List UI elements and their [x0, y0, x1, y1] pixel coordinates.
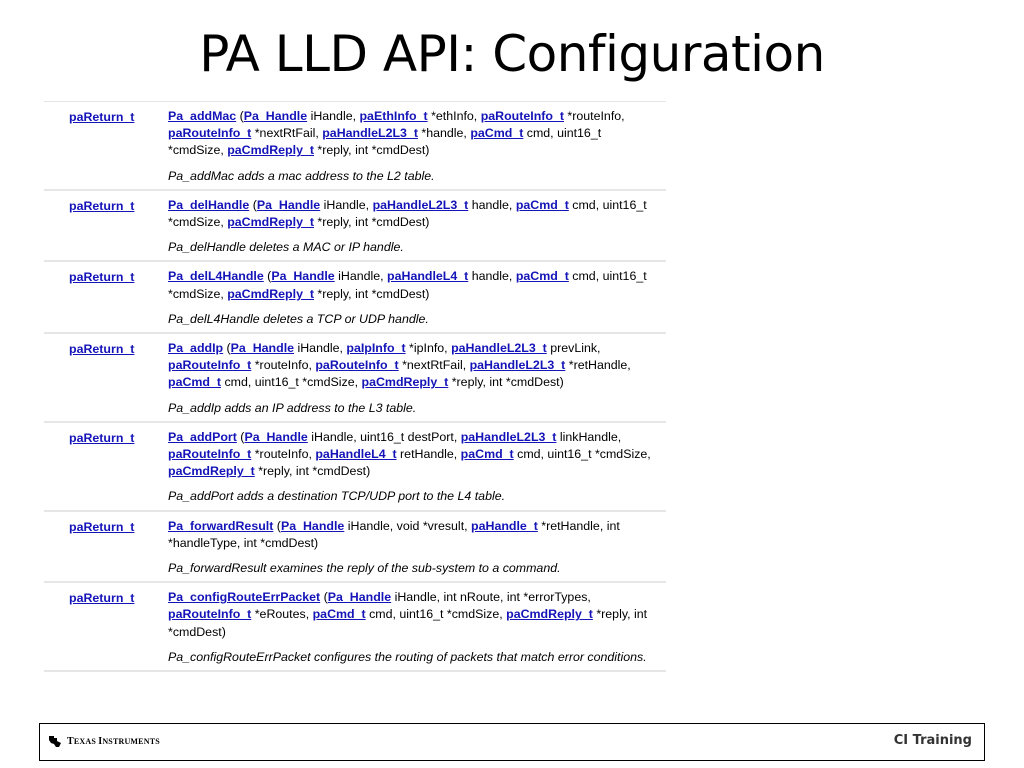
function-signature [168, 108, 658, 160]
type-link[interactable]: Pa_Handle [244, 429, 308, 444]
signature-text: *nextRtFail, [251, 126, 323, 141]
api-row [44, 334, 666, 423]
type-link[interactable]: paCmd_t [470, 126, 524, 141]
signature-text: ( [236, 429, 245, 444]
function-description-cell [168, 589, 666, 666]
signature-text: *retHandle, [565, 358, 631, 373]
function-description-cell [168, 518, 666, 578]
type-link[interactable]: paCmdReply_t [227, 286, 314, 301]
signature-text: cmd, uint16_t *cmdSize, [168, 126, 602, 158]
return-type-cell [44, 589, 168, 666]
signature-text: ( [249, 197, 257, 212]
signature-text: ( [320, 590, 328, 605]
signature-text: ( [236, 109, 244, 123]
api-row [44, 512, 666, 584]
type-link[interactable]: paCmdReply_t [168, 464, 255, 479]
type-link[interactable]: paCmdReply_t [506, 607, 593, 622]
type-link[interactable]: paHandleL2L3_t [469, 358, 566, 373]
type-link[interactable]: paCmd_t [312, 607, 366, 622]
type-link[interactable]: paRouteInfo_t [168, 447, 252, 462]
return-type-link[interactable]: paReturn_t [69, 270, 135, 285]
type-link[interactable]: Pa_Handle [327, 590, 392, 605]
function-signature [168, 197, 658, 231]
return-type-cell [44, 108, 168, 185]
signature-text: cmd, uint16_t *cmdSize, [168, 269, 647, 301]
signature-text: *reply, int *cmdDest) [448, 375, 564, 390]
signature-text: handle, [468, 197, 516, 212]
function-name-link[interactable]: Pa_configRouteErrPacket [168, 590, 321, 605]
return-type-link[interactable]: paReturn_t [69, 591, 135, 606]
function-description-cell [168, 197, 666, 257]
type-link[interactable]: paIpInfo_t [346, 341, 406, 356]
signature-text: cmd, uint16_t *cmdSize, [168, 197, 647, 230]
signature-text: *reply, int *cmdDest) [313, 286, 430, 301]
type-link[interactable]: paCmd_t [460, 447, 514, 462]
type-link[interactable]: Pa_Handle [256, 197, 321, 212]
signature-text: ( [223, 341, 231, 356]
function-signature [168, 268, 658, 302]
type-link[interactable]: paEthInfo_t [359, 109, 428, 123]
ci-training-label: CI Training [893, 733, 972, 748]
type-link[interactable]: Pa_Handle [230, 341, 295, 356]
type-link[interactable]: paRouteInfo_t [315, 358, 399, 373]
return-type-link[interactable]: paReturn_t [69, 342, 135, 357]
signature-text: *ipInfo, [405, 341, 452, 356]
return-type-cell [44, 197, 168, 257]
function-note: Pa_delL4Handle deletes a TCP or UDP handle. [168, 311, 429, 326]
signature-text: cmd, uint16_t *cmdSize, [365, 607, 507, 622]
type-link[interactable]: paCmd_t [515, 197, 569, 212]
api-row [44, 102, 666, 191]
ti-logo [48, 735, 160, 748]
type-link[interactable]: paCmdReply_t [227, 215, 314, 230]
signature-text: linkHandle, [556, 429, 622, 444]
return-type-link[interactable]: paReturn_t [69, 519, 135, 534]
signature-text: *routeInfo, [251, 447, 316, 462]
function-signature [168, 429, 658, 481]
function-description-cell [168, 429, 666, 506]
function-note: Pa_addMac adds a mac address to the L2 table. [168, 168, 435, 183]
signature-text: cmd, uint16_t *cmdSize, [221, 375, 362, 390]
api-row [44, 583, 666, 672]
function-name-link[interactable]: Pa_addIp [168, 341, 224, 356]
type-link[interactable]: paRouteInfo_t [480, 109, 564, 123]
signature-text: retHandle, [396, 447, 461, 462]
function-name-link[interactable]: Pa_delHandle [168, 197, 250, 212]
signature-text: iHandle, [334, 269, 388, 284]
signature-text: prevLink, [546, 341, 601, 356]
signature-text: *routeInfo, [563, 109, 625, 123]
signature-text: *reply, int *cmdDest) [313, 143, 430, 158]
signature-text: ( [263, 269, 272, 284]
type-link[interactable]: paRouteInfo_t [168, 607, 252, 622]
function-name-link[interactable]: Pa_forwardResult [168, 518, 274, 533]
type-link[interactable]: paHandle_t [471, 518, 538, 533]
ti-state-logo-icon [48, 735, 62, 748]
function-signature [168, 518, 658, 552]
return-type-link[interactable]: paReturn_t [69, 430, 135, 445]
function-description-cell [168, 340, 666, 417]
type-link[interactable]: paCmd_t [515, 269, 569, 284]
footer-bar [39, 723, 985, 761]
return-type-cell [44, 268, 168, 328]
type-link[interactable]: paHandleL2L3_t [322, 126, 418, 141]
function-note: Pa_addIp adds an IP address to the L3 table. [168, 400, 417, 415]
signature-text: iHandle, void *vresult, [344, 518, 472, 533]
function-note: Pa_addPort adds a destination TCP/UDP port to the L4 table. [168, 489, 506, 504]
type-link[interactable]: paHandleL2L3_t [460, 429, 557, 444]
signature-text: iHandle, [307, 109, 360, 123]
type-link[interactable]: Pa_Handle [271, 269, 335, 284]
type-link[interactable]: paHandleL2L3_t [372, 197, 469, 212]
signature-text: *routeInfo, [251, 358, 316, 373]
signature-text: iHandle, [294, 341, 347, 356]
type-link[interactable]: paHandleL4_t [387, 269, 469, 284]
return-type-link[interactable]: paReturn_t [69, 198, 135, 213]
type-link[interactable]: paCmdReply_t [361, 375, 449, 390]
type-link[interactable]: Pa_Handle [280, 518, 345, 533]
function-note: Pa_forwardResult examines the reply of the sub-system to a command. [168, 561, 561, 576]
function-description-cell [168, 268, 666, 328]
function-signature [168, 340, 658, 392]
return-type-cell [44, 429, 168, 506]
function-note: Pa_delHandle deletes a MAC or IP handle. [168, 240, 404, 255]
function-description-cell [168, 108, 666, 185]
signature-text: *handle, [417, 126, 471, 141]
slide-title: PA LLD API: Configuration [199, 25, 825, 83]
signature-text: cmd, uint16_t *cmdSize, [513, 447, 651, 462]
api-row [44, 191, 666, 263]
type-link[interactable]: Pa_Handle [243, 109, 308, 123]
signature-text: *reply, int *cmdDest) [254, 464, 371, 479]
signature-text: *nextRtFail, [398, 358, 470, 373]
function-signature [168, 589, 658, 641]
signature-text: iHandle, uint16_t destPort, [307, 429, 461, 444]
api-row [44, 262, 666, 334]
signature-text: iHandle, int nRoute, int *errorTypes, [391, 590, 591, 605]
signature-text: *reply, int *cmdDest) [313, 215, 430, 230]
type-link[interactable]: paHandleL4_t [315, 447, 397, 462]
type-link[interactable]: paHandleL2L3_t [451, 341, 547, 356]
type-link[interactable]: paRouteInfo_t [168, 126, 252, 141]
function-name-link[interactable]: Pa_addMac [168, 109, 237, 123]
signature-text: *ethInfo, [427, 109, 481, 123]
signature-text: iHandle, [320, 197, 373, 212]
signature-text: *reply, int *cmdDest) [168, 607, 648, 639]
function-name-link[interactable]: Pa_delL4Handle [168, 269, 264, 284]
function-note: Pa_configRouteErrPacket configures the routing of packets that match error conditions. [168, 649, 647, 664]
function-name-link[interactable]: Pa_addPort [168, 429, 237, 444]
return-type-cell [44, 340, 168, 417]
signature-text: *retHandle, int *handleType, int *cmdDest) [168, 518, 620, 550]
signature-text: handle, [468, 269, 516, 284]
type-link[interactable]: paRouteInfo_t [168, 358, 252, 373]
type-link[interactable]: paCmdReply_t [227, 143, 314, 158]
return-type-link[interactable]: paReturn_t [69, 110, 135, 124]
api-table [44, 101, 666, 672]
signature-text: ( [273, 518, 281, 533]
return-type-cell [44, 518, 168, 578]
signature-text: *eRoutes, [251, 607, 313, 622]
ti-wordmark: TEXAS INSTRUMENTS [67, 736, 160, 747]
type-link[interactable]: paCmd_t [168, 375, 222, 390]
api-row [44, 423, 666, 512]
